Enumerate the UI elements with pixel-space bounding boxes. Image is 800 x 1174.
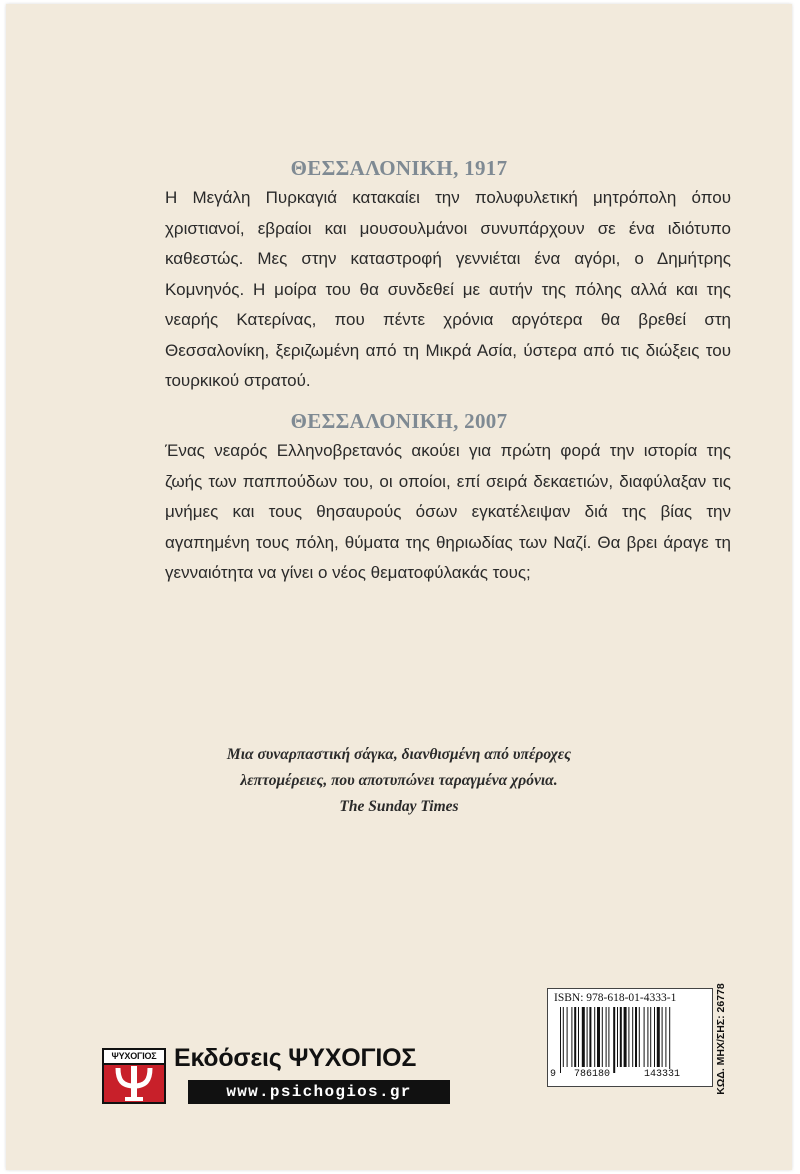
logo-banner: ΨΥΧΟΓΙΟΣ (104, 1050, 164, 1065)
isbn-barcode (547, 988, 713, 1087)
quote-source: The Sunday Times (339, 798, 459, 815)
publisher-website: www.psichogios.gr (188, 1080, 450, 1104)
review-quote (6, 742, 792, 820)
barcode-digit-first: 9 (550, 1069, 557, 1080)
book-back-cover (6, 4, 792, 1170)
psi-symbol-icon (114, 1066, 154, 1102)
section-title-2007: ΘΕΣΣΑΛΟΝΙΚΗ, 2007 (290, 409, 508, 433)
section-title-1917: ΘΕΣΣΑΛΟΝΙΚΗ, 1917 (290, 156, 508, 180)
isbn-text: ISBN: 978-618-01-4333-1 (554, 992, 677, 1004)
section-body-1917: Η Μεγάλη Πυρκαγιά κατακαίει την πολυφυλετική μητρόπολη όπου χριστιανοί, εβραίοι και μουσουλμάνοι συνυπάρχουν σε ένα ιδιότυπο καθεστώς. Μες στην καταστροφή γεννιέται ένα αγόρι, ο Δημήτρης Κομνηνός. Η μοίρα του θα συνδεθεί με αυτήν της πόλης αλλά και της νεαρής Κατερίνας, που πέντε χρόνια αργότερα θα βρεθεί στη Θεσσαλονίκη, ξεριζωμένη από τη Μικρά Ασία, ύστερα από τις διώξεις του τουρκικού στρατού. (165, 188, 731, 390)
barcode-digits-left: 786180 (574, 1069, 611, 1080)
section-body-2007: Ένας νεαρός Ελληνοβρετανός ακούει για πρώτη φορά την ιστορία της ζωής των παππούδων του, οι οποίοι, επί σειρά δεκαετιών, διαφύλαξαν τις μνήμες και τους θησαυρούς όσων εγκατέλειψαν διά της βίας την αγαπημένη τους πόλη, θύματα της θηριωδίας των Ναζί. Θα βρει άραγε τη γενναιότητα να γίνει ο νέος θεματοφύλακάς τους; (165, 441, 731, 582)
publisher-block (102, 1040, 452, 1104)
product-code-text: ΚΩΔ. ΜΗΧ/ΣΗΣ: 26778 (715, 983, 727, 1095)
barcode-digits-right: 143331 (644, 1069, 681, 1080)
psi-logo-icon (102, 1048, 166, 1104)
product-code-label (712, 983, 730, 1095)
barcode-icon (556, 1007, 704, 1073)
publisher-name: Εκδόσεις ΨΥΧΟΓΙΟΣ (174, 1044, 417, 1072)
quote-line-2: λεπτομέρειες, που αποτυπώνει ταραγμένα χρόνια. (240, 772, 558, 789)
quote-line-1: Μια συναρπαστική σάγκα, διανθισμένη από υπέροχες (226, 746, 572, 763)
